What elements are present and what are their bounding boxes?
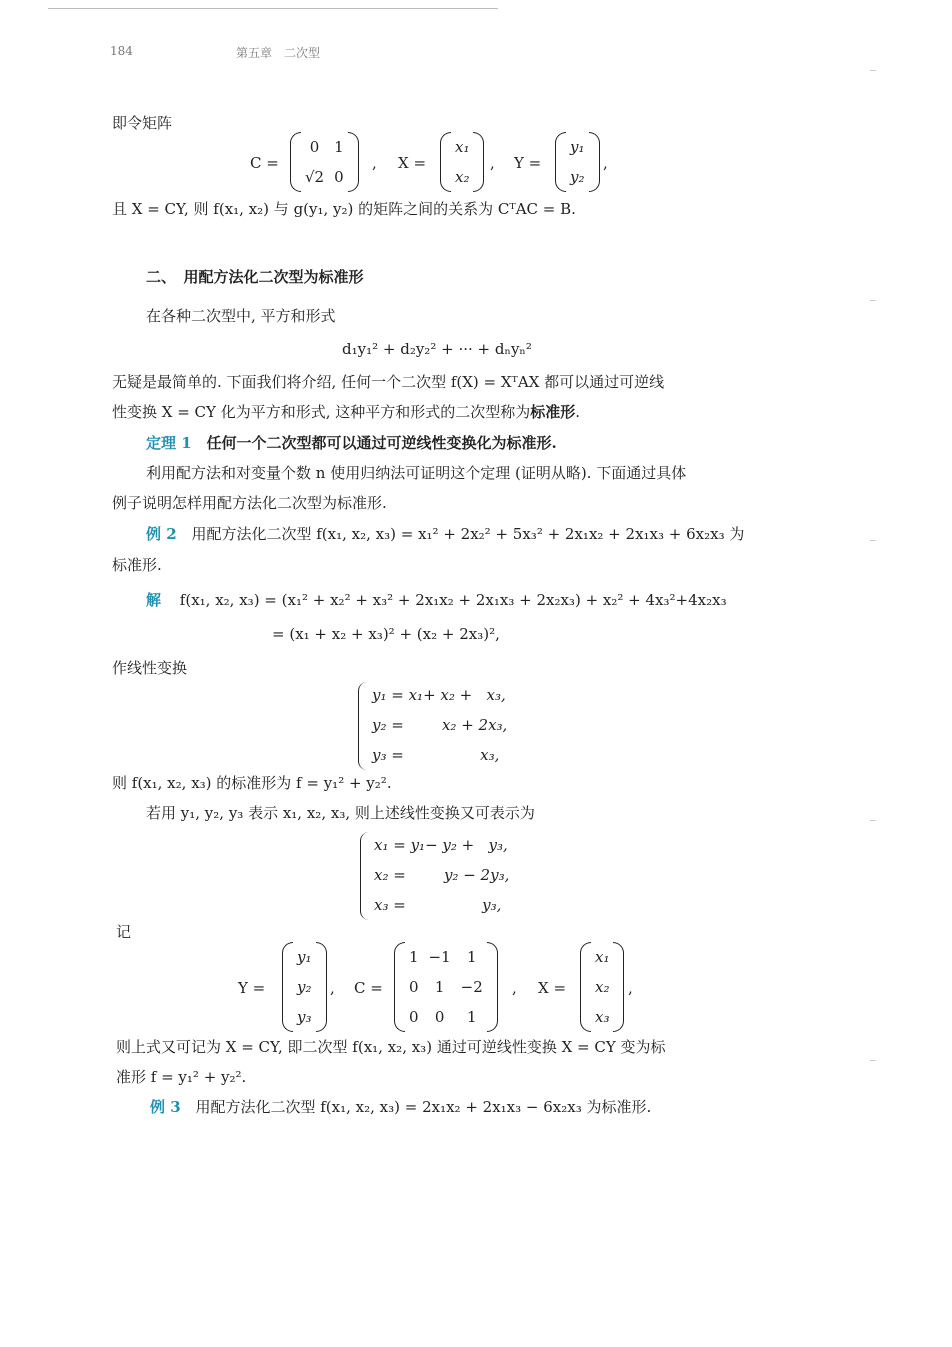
example-label: 例 2: [146, 525, 177, 543]
example-label: 例 3: [150, 1098, 181, 1116]
eq1-x-label: X =: [398, 154, 427, 172]
solution-label: 解: [146, 591, 162, 609]
comma: ,: [512, 979, 517, 997]
eq1-y-label: Y =: [514, 154, 542, 172]
page-number: 184: [110, 44, 133, 58]
margin-mark: [870, 1060, 876, 1061]
theorem-1: [146, 432, 557, 454]
eq3-x-label: X =: [538, 979, 567, 997]
text-line: 若用 y₁, y₂, y₃ 表示 x₁, x₂, x₃, 则上述线性变换又可表示为: [146, 804, 535, 822]
comma: ,: [603, 154, 608, 172]
comma: ,: [372, 154, 377, 172]
theorem-text: 任何一个二次型都可以通过可逆线性变换化为标准形.: [206, 434, 557, 452]
text-line: 性变换 X = CY 化为平方和形式, 这种平方和形式的二次型称为标准形.: [112, 403, 581, 421]
linear-system-1: y₁ = x₁+ x₂ + x₃, y₂ = x₂ + 2x₃, y₃ = x₃,: [358, 680, 558, 772]
text-line: 在各种二次型中, 平方和形式: [146, 307, 336, 325]
text-line: 准形 f = y₁² + y₂².: [116, 1068, 247, 1086]
text-line: 作线性变换: [112, 659, 188, 677]
text-line: 记: [116, 923, 132, 941]
section-title: 二、 用配方法化二次型为标准形: [146, 268, 364, 286]
example-3: 例 3 用配方法化二次型 f(x₁, x₂, x₃) = 2x₁x₂ + 2x₁x₃ − 6x₂x₃ 为标准形.: [150, 1098, 652, 1116]
eq3-y-label: Y =: [238, 979, 266, 997]
margin-mark: [870, 70, 876, 71]
linear-system-2: x₁ = y₁− y₂ + y₃, x₂ = y₂ − 2y₃, x₃ = y₃,: [360, 830, 560, 922]
equation-sum-of-squares: d₁y₁² + d₂y₂² + ··· + dₙyₙ²: [342, 340, 532, 358]
text-line: 例子说明怎样用配方法化二次型为标准形.: [112, 494, 387, 512]
top-rule: [48, 8, 498, 9]
comma: ,: [628, 979, 633, 997]
margin-mark: [870, 540, 876, 541]
text-line: 则 f(x₁, x₂, x₃) 的标准形为 f = y₁² + y₂².: [112, 774, 392, 792]
matrix-y-3x1: y₁ y₂ y₃: [282, 942, 327, 1032]
eq1-c-label: C =: [250, 154, 279, 172]
matrix-y-2x1: y₁ y₂: [555, 132, 600, 192]
theorem-label: 定理 1: [146, 434, 192, 452]
eq3-c-label: C =: [354, 979, 383, 997]
text-line: 即令矩阵: [112, 114, 173, 132]
text-line: 无疑是最简单的. 下面我们将介绍, 任何一个二次型 f(X) = XᵀAX 都可以通过可逆线: [112, 373, 665, 391]
margin-mark: [870, 820, 876, 821]
matrix-c-3x3: 1 −1 1 0 1 −2 0 0 1: [394, 942, 498, 1032]
matrix-x-3x1: x₁ x₂ x₃: [580, 942, 624, 1032]
example-2: 例 2 用配方法化二次型 f(x₁, x₂, x₃) = x₁² + 2x₂² + 5x₃² + 2x₁x₂ + 2x₁x₃ + 6x₂x₃ 为: [146, 525, 745, 543]
comma: ,: [330, 979, 335, 997]
chapter-header: 第五章 二次型: [236, 46, 321, 60]
text-line: 利用配方法和对变量个数 n 使用归纳法可证明这个定理 (证明从略). 下面通过具体: [146, 464, 687, 482]
text-line: 且 X = CY, 则 f(x₁, x₂) 与 g(y₁, y₂) 的矩阵之间的关系为 CᵀAC = B.: [112, 200, 576, 218]
comma: ,: [490, 154, 495, 172]
solution-line-2: = (x₁ + x₂ + x₃)² + (x₂ + 2x₃)²,: [272, 625, 500, 643]
margin-mark: [870, 300, 876, 301]
term-standard-form: 标准形: [530, 403, 576, 421]
solution-line-1: 解 f(x₁, x₂, x₃) = (x₁² + x₂² + x₃² + 2x₁x₂ + 2x₁x₃ + 2x₂x₃) + x₂² + 4x₃²+4x₂x₃: [146, 591, 727, 609]
text-line: 标准形.: [112, 556, 162, 574]
text-line: 则上式又可记为 X = CY, 即二次型 f(x₁, x₂, x₃) 通过可逆线性变换 X = CY 变为标: [116, 1038, 666, 1056]
matrix-x-2x1: x₁ x₂: [440, 132, 484, 192]
matrix-c-2x2: 0 1 √2 0: [290, 132, 359, 192]
